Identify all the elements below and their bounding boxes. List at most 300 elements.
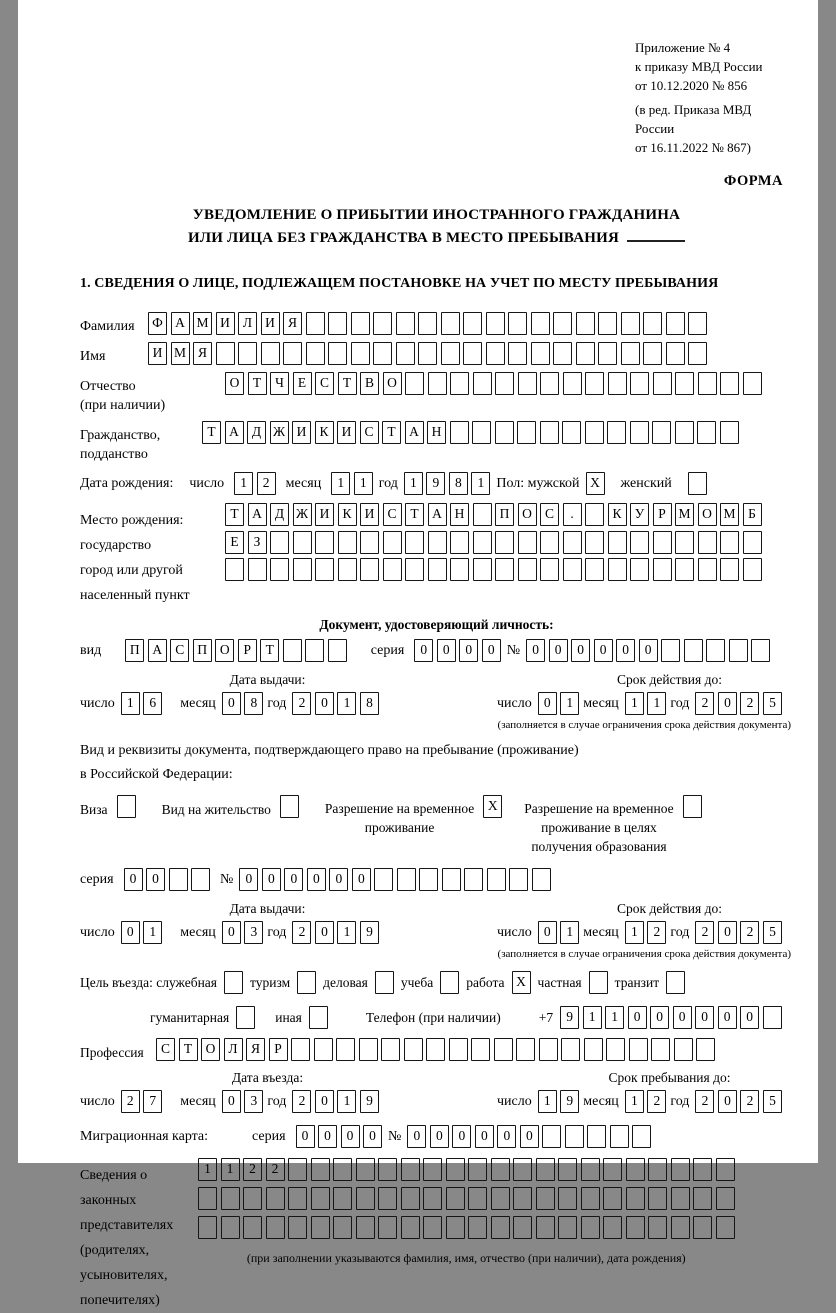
- char-box[interactable]: 1: [625, 1090, 644, 1113]
- char-box[interactable]: [693, 1187, 712, 1210]
- checkbox[interactable]: [236, 1006, 255, 1029]
- char-box[interactable]: [450, 372, 469, 395]
- char-box[interactable]: [373, 342, 392, 365]
- char-box[interactable]: [585, 503, 604, 526]
- char-box[interactable]: [333, 1187, 352, 1210]
- char-box[interactable]: П: [125, 639, 144, 662]
- char-box[interactable]: [540, 531, 559, 554]
- checkbox[interactable]: [117, 795, 136, 818]
- char-box[interactable]: [473, 531, 492, 554]
- char-box[interactable]: [698, 372, 717, 395]
- char-box[interactable]: [517, 421, 536, 444]
- char-box[interactable]: Я: [193, 342, 212, 365]
- char-box[interactable]: Т: [202, 421, 221, 444]
- char-box[interactable]: 0: [639, 639, 658, 662]
- char-box[interactable]: [441, 312, 460, 335]
- char-box[interactable]: [513, 1158, 532, 1181]
- char-box[interactable]: [463, 342, 482, 365]
- char-box[interactable]: О: [518, 503, 537, 526]
- char-box[interactable]: [464, 868, 483, 891]
- char-box[interactable]: [531, 342, 550, 365]
- checkbox[interactable]: [666, 971, 685, 994]
- char-box[interactable]: 1: [198, 1158, 217, 1181]
- char-box[interactable]: [328, 312, 347, 335]
- char-box[interactable]: О: [201, 1038, 220, 1061]
- char-box[interactable]: [518, 372, 537, 395]
- char-box[interactable]: [516, 1038, 535, 1061]
- char-box[interactable]: Т: [382, 421, 401, 444]
- char-box[interactable]: А: [405, 421, 424, 444]
- char-box[interactable]: [608, 531, 627, 554]
- char-box[interactable]: 2: [257, 472, 276, 495]
- char-box[interactable]: А: [248, 503, 267, 526]
- char-box[interactable]: [288, 1216, 307, 1239]
- checkbox[interactable]: [440, 971, 459, 994]
- char-box[interactable]: [191, 868, 210, 891]
- char-box[interactable]: Р: [653, 503, 672, 526]
- char-box[interactable]: [716, 1187, 735, 1210]
- char-box[interactable]: [610, 1125, 629, 1148]
- char-box[interactable]: И: [292, 421, 311, 444]
- char-box[interactable]: 9: [360, 1090, 379, 1113]
- checkbox[interactable]: [688, 472, 707, 495]
- char-box[interactable]: 0: [475, 1125, 494, 1148]
- char-box[interactable]: 0: [315, 921, 334, 944]
- char-box[interactable]: [468, 1216, 487, 1239]
- char-box[interactable]: Ф: [148, 312, 167, 335]
- char-box[interactable]: [238, 342, 257, 365]
- char-box[interactable]: [508, 342, 527, 365]
- char-box[interactable]: [314, 1038, 333, 1061]
- char-box[interactable]: [423, 1187, 442, 1210]
- char-box[interactable]: Д: [247, 421, 266, 444]
- char-box[interactable]: [536, 1158, 555, 1181]
- char-box[interactable]: 2: [647, 1090, 666, 1113]
- char-box[interactable]: 0: [718, 1006, 737, 1029]
- char-box[interactable]: [697, 421, 716, 444]
- char-box[interactable]: [450, 558, 469, 581]
- char-box[interactable]: [643, 312, 662, 335]
- char-box[interactable]: 2: [266, 1158, 285, 1181]
- char-box[interactable]: [598, 342, 617, 365]
- char-box[interactable]: Н: [427, 421, 446, 444]
- char-box[interactable]: [743, 558, 762, 581]
- char-box[interactable]: [221, 1216, 240, 1239]
- char-box[interactable]: [306, 312, 325, 335]
- char-box[interactable]: [720, 558, 739, 581]
- checkbox[interactable]: [589, 971, 608, 994]
- char-box[interactable]: Т: [248, 372, 267, 395]
- char-box[interactable]: [293, 531, 312, 554]
- char-box[interactable]: [216, 342, 235, 365]
- char-box[interactable]: 2: [695, 692, 714, 715]
- char-box[interactable]: Ч: [270, 372, 289, 395]
- char-box[interactable]: [608, 372, 627, 395]
- char-box[interactable]: [720, 421, 739, 444]
- char-box[interactable]: 0: [284, 868, 303, 891]
- char-box[interactable]: [270, 531, 289, 554]
- char-box[interactable]: Е: [225, 531, 244, 554]
- char-box[interactable]: [494, 1038, 513, 1061]
- char-box[interactable]: 0: [650, 1006, 669, 1029]
- char-box[interactable]: 0: [146, 868, 165, 891]
- char-box[interactable]: 5: [763, 921, 782, 944]
- char-box[interactable]: [333, 1158, 352, 1181]
- char-box[interactable]: 0: [616, 639, 635, 662]
- char-box[interactable]: 0: [262, 868, 281, 891]
- char-box[interactable]: 0: [459, 639, 478, 662]
- char-box[interactable]: [630, 558, 649, 581]
- char-box[interactable]: [684, 639, 703, 662]
- char-box[interactable]: [360, 531, 379, 554]
- char-box[interactable]: [608, 558, 627, 581]
- char-box[interactable]: Л: [238, 312, 257, 335]
- char-box[interactable]: 6: [143, 692, 162, 715]
- char-box[interactable]: [225, 558, 244, 581]
- char-box[interactable]: 0: [538, 921, 557, 944]
- char-box[interactable]: 5: [763, 692, 782, 715]
- char-box[interactable]: [653, 558, 672, 581]
- char-box[interactable]: [581, 1158, 600, 1181]
- char-box[interactable]: [396, 342, 415, 365]
- char-box[interactable]: [356, 1187, 375, 1210]
- char-box[interactable]: [270, 558, 289, 581]
- char-box[interactable]: [563, 558, 582, 581]
- char-box[interactable]: [688, 342, 707, 365]
- char-box[interactable]: [306, 342, 325, 365]
- char-box[interactable]: М: [720, 503, 739, 526]
- char-box[interactable]: 1: [404, 472, 423, 495]
- char-box[interactable]: [288, 1158, 307, 1181]
- char-box[interactable]: [653, 372, 672, 395]
- char-box[interactable]: [401, 1187, 420, 1210]
- char-box[interactable]: 2: [292, 692, 311, 715]
- char-box[interactable]: П: [495, 503, 514, 526]
- char-box[interactable]: 2: [695, 1090, 714, 1113]
- char-box[interactable]: [716, 1216, 735, 1239]
- char-box[interactable]: [693, 1216, 712, 1239]
- char-box[interactable]: [356, 1158, 375, 1181]
- char-box[interactable]: 0: [222, 1090, 241, 1113]
- char-box[interactable]: [581, 1216, 600, 1239]
- char-box[interactable]: 8: [244, 692, 263, 715]
- char-box[interactable]: 0: [628, 1006, 647, 1029]
- char-box[interactable]: И: [148, 342, 167, 365]
- char-box[interactable]: [540, 372, 559, 395]
- char-box[interactable]: 2: [292, 1090, 311, 1113]
- char-box[interactable]: 2: [647, 921, 666, 944]
- char-box[interactable]: 1: [560, 921, 579, 944]
- char-box[interactable]: К: [608, 503, 627, 526]
- char-box[interactable]: [509, 868, 528, 891]
- char-box[interactable]: 0: [482, 639, 501, 662]
- char-box[interactable]: Я: [283, 312, 302, 335]
- char-box[interactable]: 1: [538, 1090, 557, 1113]
- char-box[interactable]: [495, 531, 514, 554]
- char-box[interactable]: [397, 868, 416, 891]
- char-box[interactable]: [562, 421, 581, 444]
- char-box[interactable]: [648, 1187, 667, 1210]
- char-box[interactable]: [293, 558, 312, 581]
- char-box[interactable]: [603, 1187, 622, 1210]
- char-box[interactable]: И: [261, 312, 280, 335]
- char-box[interactable]: 1: [234, 472, 253, 495]
- char-box[interactable]: [587, 1125, 606, 1148]
- char-box[interactable]: [378, 1216, 397, 1239]
- char-box[interactable]: [553, 342, 572, 365]
- char-box[interactable]: [418, 342, 437, 365]
- char-box[interactable]: [360, 558, 379, 581]
- char-box[interactable]: [607, 421, 626, 444]
- char-box[interactable]: [630, 531, 649, 554]
- char-box[interactable]: [621, 312, 640, 335]
- char-box[interactable]: [428, 558, 447, 581]
- char-box[interactable]: [378, 1158, 397, 1181]
- char-box[interactable]: [563, 372, 582, 395]
- char-box[interactable]: 1: [221, 1158, 240, 1181]
- char-box[interactable]: 1: [471, 472, 490, 495]
- char-box[interactable]: 1: [625, 692, 644, 715]
- char-box[interactable]: [518, 558, 537, 581]
- char-box[interactable]: [648, 1158, 667, 1181]
- char-box[interactable]: 5: [763, 1090, 782, 1113]
- char-box[interactable]: А: [171, 312, 190, 335]
- char-box[interactable]: [661, 639, 680, 662]
- char-box[interactable]: [585, 558, 604, 581]
- char-box[interactable]: 0: [318, 1125, 337, 1148]
- char-box[interactable]: 0: [452, 1125, 471, 1148]
- char-box[interactable]: С: [360, 421, 379, 444]
- char-box[interactable]: А: [428, 503, 447, 526]
- char-box[interactable]: В: [360, 372, 379, 395]
- char-box[interactable]: [565, 1125, 584, 1148]
- char-box[interactable]: 0: [307, 868, 326, 891]
- char-box[interactable]: [751, 639, 770, 662]
- char-box[interactable]: [532, 868, 551, 891]
- char-box[interactable]: З: [248, 531, 267, 554]
- char-box[interactable]: 0: [673, 1006, 692, 1029]
- char-box[interactable]: Б: [743, 503, 762, 526]
- char-box[interactable]: С: [170, 639, 189, 662]
- char-box[interactable]: [576, 312, 595, 335]
- char-box[interactable]: [666, 342, 685, 365]
- char-box[interactable]: И: [315, 503, 334, 526]
- char-box[interactable]: 0: [124, 868, 143, 891]
- char-box[interactable]: 8: [360, 692, 379, 715]
- char-box[interactable]: 0: [594, 639, 613, 662]
- char-box[interactable]: [621, 342, 640, 365]
- char-box[interactable]: [531, 312, 550, 335]
- char-box[interactable]: [383, 558, 402, 581]
- char-box[interactable]: [450, 531, 469, 554]
- char-box[interactable]: 3: [244, 1090, 263, 1113]
- char-box[interactable]: 1: [354, 472, 373, 495]
- char-box[interactable]: [743, 372, 762, 395]
- char-box[interactable]: 0: [437, 639, 456, 662]
- char-box[interactable]: [536, 1216, 555, 1239]
- char-box[interactable]: [495, 421, 514, 444]
- char-box[interactable]: [442, 868, 461, 891]
- char-box[interactable]: [333, 1216, 352, 1239]
- char-box[interactable]: [463, 312, 482, 335]
- char-box[interactable]: [629, 1038, 648, 1061]
- char-box[interactable]: [351, 312, 370, 335]
- char-box[interactable]: 0: [315, 692, 334, 715]
- char-box[interactable]: 8: [449, 472, 468, 495]
- char-box[interactable]: [446, 1216, 465, 1239]
- char-box[interactable]: 1: [121, 692, 140, 715]
- char-box[interactable]: 0: [341, 1125, 360, 1148]
- char-box[interactable]: [513, 1216, 532, 1239]
- char-box[interactable]: Ж: [293, 503, 312, 526]
- char-box[interactable]: 0: [222, 921, 241, 944]
- char-box[interactable]: [311, 1187, 330, 1210]
- char-box[interactable]: [428, 531, 447, 554]
- char-box[interactable]: [598, 312, 617, 335]
- char-box[interactable]: Д: [270, 503, 289, 526]
- checkbox[interactable]: [683, 795, 702, 818]
- char-box[interactable]: [338, 558, 357, 581]
- char-box[interactable]: 0: [363, 1125, 382, 1148]
- char-box[interactable]: О: [698, 503, 717, 526]
- char-box[interactable]: О: [215, 639, 234, 662]
- char-box[interactable]: 0: [538, 692, 557, 715]
- char-box[interactable]: 0: [526, 639, 545, 662]
- char-box[interactable]: [383, 531, 402, 554]
- char-box[interactable]: [585, 531, 604, 554]
- char-box[interactable]: Т: [405, 503, 424, 526]
- char-box[interactable]: Т: [338, 372, 357, 395]
- char-box[interactable]: 0: [296, 1125, 315, 1148]
- char-box[interactable]: [283, 639, 302, 662]
- char-box[interactable]: [243, 1216, 262, 1239]
- char-box[interactable]: Л: [224, 1038, 243, 1061]
- char-box[interactable]: 2: [740, 692, 759, 715]
- char-box[interactable]: [396, 312, 415, 335]
- char-box[interactable]: [606, 1038, 625, 1061]
- char-box[interactable]: [487, 868, 506, 891]
- char-box[interactable]: [311, 1158, 330, 1181]
- char-box[interactable]: [446, 1158, 465, 1181]
- char-box[interactable]: [495, 558, 514, 581]
- checkbox[interactable]: X: [483, 795, 502, 818]
- char-box[interactable]: 0: [695, 1006, 714, 1029]
- char-box[interactable]: 0: [352, 868, 371, 891]
- char-box[interactable]: [473, 503, 492, 526]
- char-box[interactable]: С: [315, 372, 334, 395]
- char-box[interactable]: [706, 639, 725, 662]
- char-box[interactable]: [576, 342, 595, 365]
- char-box[interactable]: [581, 1187, 600, 1210]
- char-box[interactable]: [553, 312, 572, 335]
- char-box[interactable]: М: [675, 503, 694, 526]
- char-box[interactable]: [428, 372, 447, 395]
- char-box[interactable]: [539, 1038, 558, 1061]
- char-box[interactable]: [315, 558, 334, 581]
- char-box[interactable]: [675, 531, 694, 554]
- char-box[interactable]: 1: [337, 921, 356, 944]
- char-box[interactable]: [486, 312, 505, 335]
- char-box[interactable]: [688, 312, 707, 335]
- char-box[interactable]: [473, 558, 492, 581]
- char-box[interactable]: [763, 1006, 782, 1029]
- char-box[interactable]: [671, 1216, 690, 1239]
- char-box[interactable]: [720, 372, 739, 395]
- char-box[interactable]: [652, 421, 671, 444]
- char-box[interactable]: [283, 342, 302, 365]
- char-box[interactable]: 0: [329, 868, 348, 891]
- char-box[interactable]: 1: [647, 692, 666, 715]
- char-box[interactable]: [359, 1038, 378, 1061]
- char-box[interactable]: М: [171, 342, 190, 365]
- char-box[interactable]: [536, 1187, 555, 1210]
- checkbox[interactable]: [309, 1006, 328, 1029]
- char-box[interactable]: 7: [143, 1090, 162, 1113]
- char-box[interactable]: 0: [414, 639, 433, 662]
- char-box[interactable]: 9: [560, 1090, 579, 1113]
- char-box[interactable]: [315, 531, 334, 554]
- char-box[interactable]: [423, 1158, 442, 1181]
- char-box[interactable]: [405, 372, 424, 395]
- char-box[interactable]: А: [148, 639, 167, 662]
- char-box[interactable]: А: [225, 421, 244, 444]
- char-box[interactable]: [468, 1158, 487, 1181]
- char-box[interactable]: 9: [360, 921, 379, 944]
- char-box[interactable]: 1: [331, 472, 350, 495]
- char-box[interactable]: [450, 421, 469, 444]
- char-box[interactable]: [603, 1216, 622, 1239]
- char-box[interactable]: 0: [315, 1090, 334, 1113]
- char-box[interactable]: [491, 1187, 510, 1210]
- char-box[interactable]: [626, 1187, 645, 1210]
- char-box[interactable]: [698, 531, 717, 554]
- char-box[interactable]: 0: [239, 868, 258, 891]
- char-box[interactable]: [401, 1216, 420, 1239]
- checkbox[interactable]: X: [512, 971, 531, 994]
- char-box[interactable]: [563, 531, 582, 554]
- char-box[interactable]: 2: [695, 921, 714, 944]
- char-box[interactable]: 0: [430, 1125, 449, 1148]
- char-box[interactable]: [328, 639, 347, 662]
- char-box[interactable]: [381, 1038, 400, 1061]
- char-box[interactable]: [585, 372, 604, 395]
- char-box[interactable]: 0: [407, 1125, 426, 1148]
- char-box[interactable]: М: [193, 312, 212, 335]
- char-box[interactable]: 2: [243, 1158, 262, 1181]
- char-box[interactable]: 1: [143, 921, 162, 944]
- char-box[interactable]: [472, 421, 491, 444]
- char-box[interactable]: У: [630, 503, 649, 526]
- char-box[interactable]: [473, 372, 492, 395]
- char-box[interactable]: [266, 1187, 285, 1210]
- char-box[interactable]: [404, 1038, 423, 1061]
- char-box[interactable]: [603, 1158, 622, 1181]
- char-box[interactable]: 2: [740, 1090, 759, 1113]
- char-box[interactable]: [630, 372, 649, 395]
- char-box[interactable]: [418, 312, 437, 335]
- char-box[interactable]: [471, 1038, 490, 1061]
- char-box[interactable]: [491, 1158, 510, 1181]
- char-box[interactable]: И: [337, 421, 356, 444]
- char-box[interactable]: 0: [571, 639, 590, 662]
- char-box[interactable]: Н: [450, 503, 469, 526]
- char-box[interactable]: [356, 1216, 375, 1239]
- checkbox[interactable]: [224, 971, 243, 994]
- char-box[interactable]: [291, 1038, 310, 1061]
- char-box[interactable]: [221, 1187, 240, 1210]
- char-box[interactable]: [266, 1216, 285, 1239]
- char-box[interactable]: Ж: [270, 421, 289, 444]
